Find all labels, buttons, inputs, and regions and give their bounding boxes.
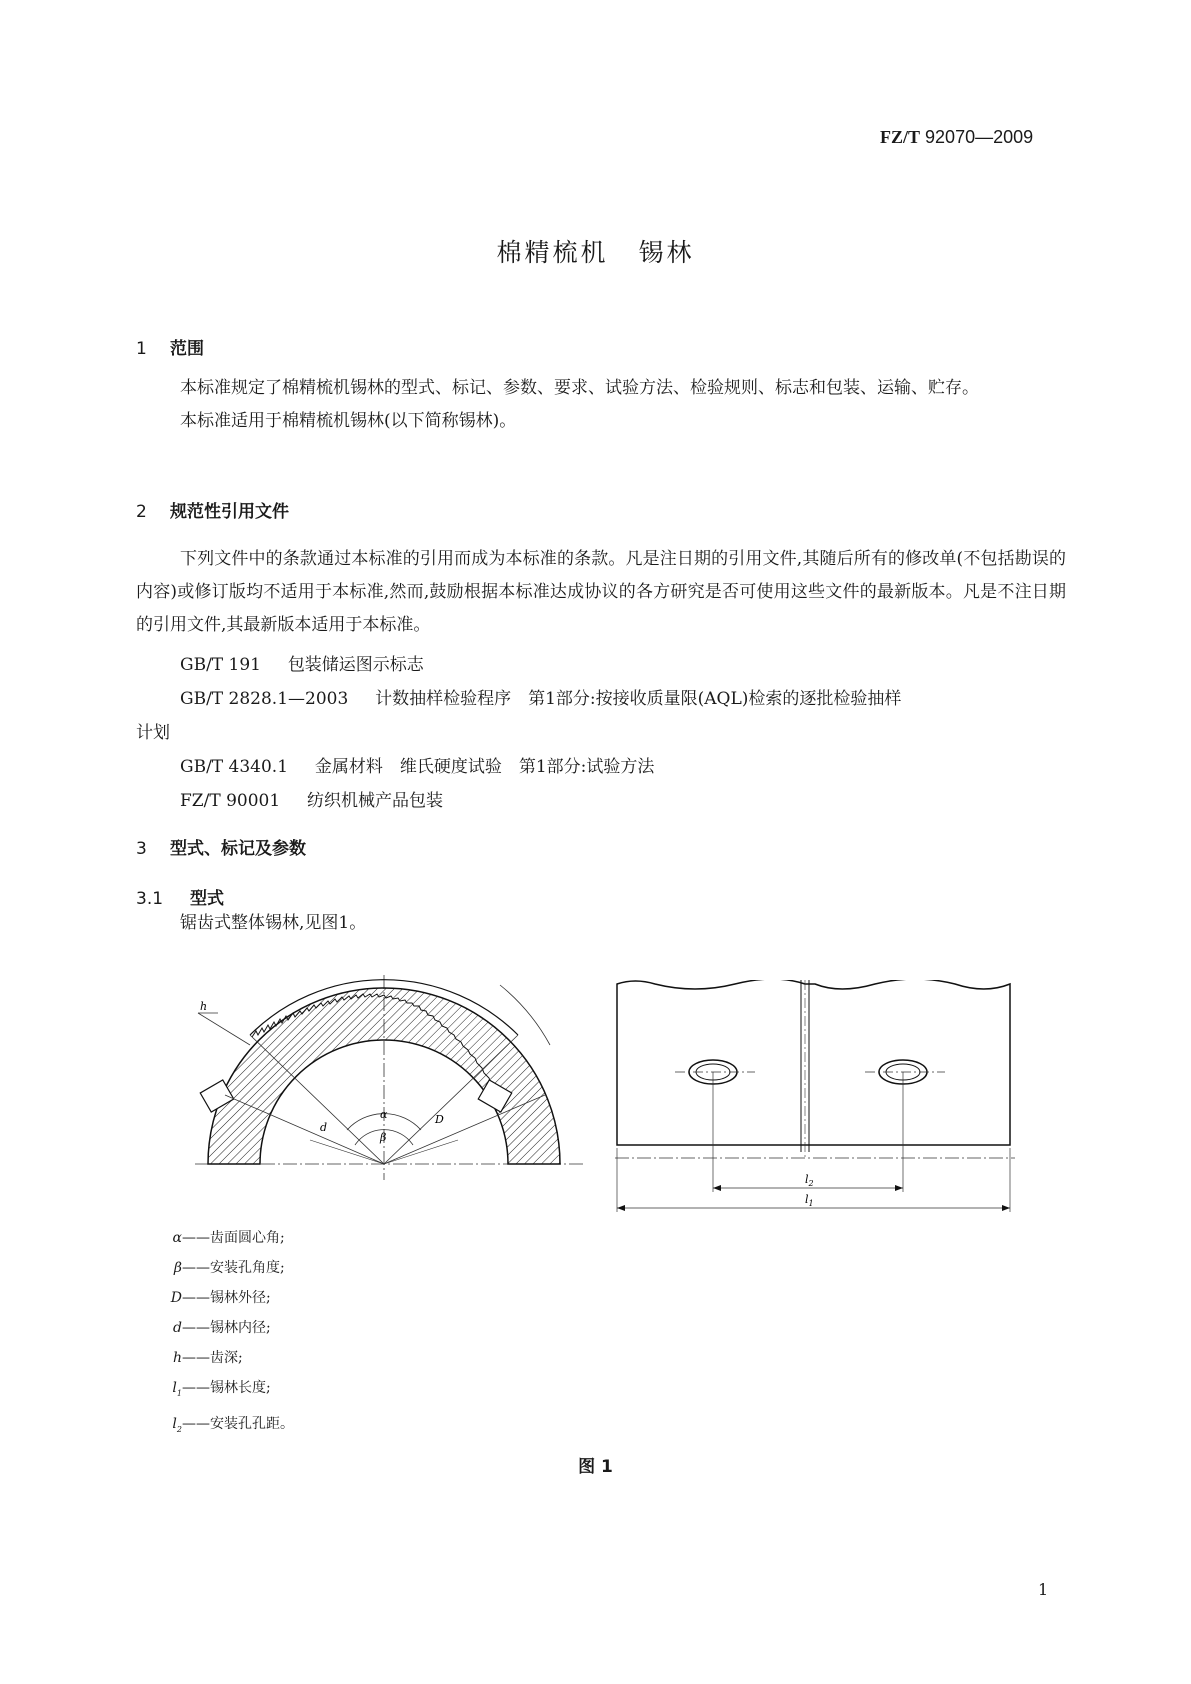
section-title: 型式、标记及参数 <box>170 839 306 859</box>
section-title: 范围 <box>170 339 204 359</box>
section-number: 3 <box>136 839 147 859</box>
label-beta: β <box>380 1131 387 1144</box>
reference-code: GB/T 4340.1 <box>180 757 289 777</box>
reference-item <box>180 752 654 777</box>
legend-item: $l_1——$锡林长度; <box>172 1380 271 1398</box>
figure-legend <box>158 1223 294 1445</box>
standard-code-number: 92070—2009 <box>925 127 1034 147</box>
label-d: d <box>320 1121 328 1134</box>
title-part1: 棉精梳机 <box>496 238 609 267</box>
legend-item: d——锡林内径; <box>173 1320 271 1336</box>
cylinder-cross-section-drawing <box>190 955 590 1185</box>
section-heading-types <box>136 834 306 859</box>
scope-text <box>136 372 1066 438</box>
cylinder-side-view-drawing <box>615 980 1015 1225</box>
section-number: 3.1 <box>136 889 164 909</box>
legend-item: α——齿面圆心角; <box>172 1230 285 1246</box>
section-heading-normative <box>136 497 289 522</box>
legend-item: β——安装孔角度; <box>173 1260 285 1276</box>
reference-continuation: 计划 <box>136 723 170 743</box>
legend-item: $l_2——$安装孔孔距。 <box>172 1415 294 1434</box>
reference-item <box>180 786 443 811</box>
type-description: 锯齿式整体锡林,见图1。 <box>180 913 367 933</box>
scope-paragraph-2: 本标准适用于棉精梳机锡林(以下简称锡林)。 <box>180 411 517 431</box>
legend-item: h——齿深; <box>172 1350 243 1366</box>
section-number: 1 <box>136 339 147 359</box>
legend-item: D——锡林外径; <box>170 1290 271 1306</box>
reference-title: 纺织机械产品包装 <box>306 791 443 811</box>
mounting-slot-left <box>675 1060 755 1192</box>
standard-code-prefix: FZ/T <box>880 127 921 147</box>
label-alpha: α <box>380 1108 388 1121</box>
reference-item <box>180 684 901 709</box>
reference-code: GB/T 2828.1—2003 <box>180 689 349 709</box>
section-heading-scope <box>136 334 204 359</box>
normative-intro-paragraph: 下列文件中的条款通过本标准的引用而成为本标准的条款。凡是注日期的引用文件,其随后所有的修改单(不包括勘误的内容)或修订版均不适用于本标准,然而,鼓励根据本标准达成协议的各方研究是否可使用这些文件的最新版本。凡是不注日期的引用文件,其最新版本适用于本标准。 <box>136 549 1066 635</box>
label-D: D <box>435 1113 444 1126</box>
reference-item <box>180 650 424 675</box>
reference-title: 包装储运图示标志 <box>287 655 424 675</box>
label-l2: $l_2$ <box>805 1173 814 1188</box>
reference-code: GB/T 191 <box>180 655 261 675</box>
normative-intro <box>136 543 1066 642</box>
label-h: h <box>200 1000 208 1013</box>
section-number: 2 <box>136 502 147 522</box>
figure-caption: 图 1 <box>578 1457 613 1477</box>
reference-title: 金属材料 维氏硬度试验 第1部分:试验方法 <box>314 757 655 777</box>
mounting-slot-right <box>865 1060 945 1192</box>
title-part2: 锡林 <box>638 238 695 267</box>
standard-code <box>880 127 1033 148</box>
page-title <box>0 233 1191 269</box>
section-title: 型式 <box>190 889 224 909</box>
page-number: 1 <box>1038 1580 1049 1599</box>
reference-code: FZ/T 90001 <box>180 791 281 811</box>
scope-paragraph-1: 本标准规定了棉精梳机锡林的型式、标记、参数、要求、试验方法、检验规则、标志和包装、运输、贮存。 <box>180 378 979 398</box>
label-l1: $l_1$ <box>805 1193 814 1208</box>
section-heading-type <box>136 884 224 909</box>
reference-title: 计数抽样检验程序 第1部分:按接收质量限(AQL)检索的逐批检验抽样 <box>375 689 902 709</box>
section-title: 规范性引用文件 <box>170 502 289 522</box>
